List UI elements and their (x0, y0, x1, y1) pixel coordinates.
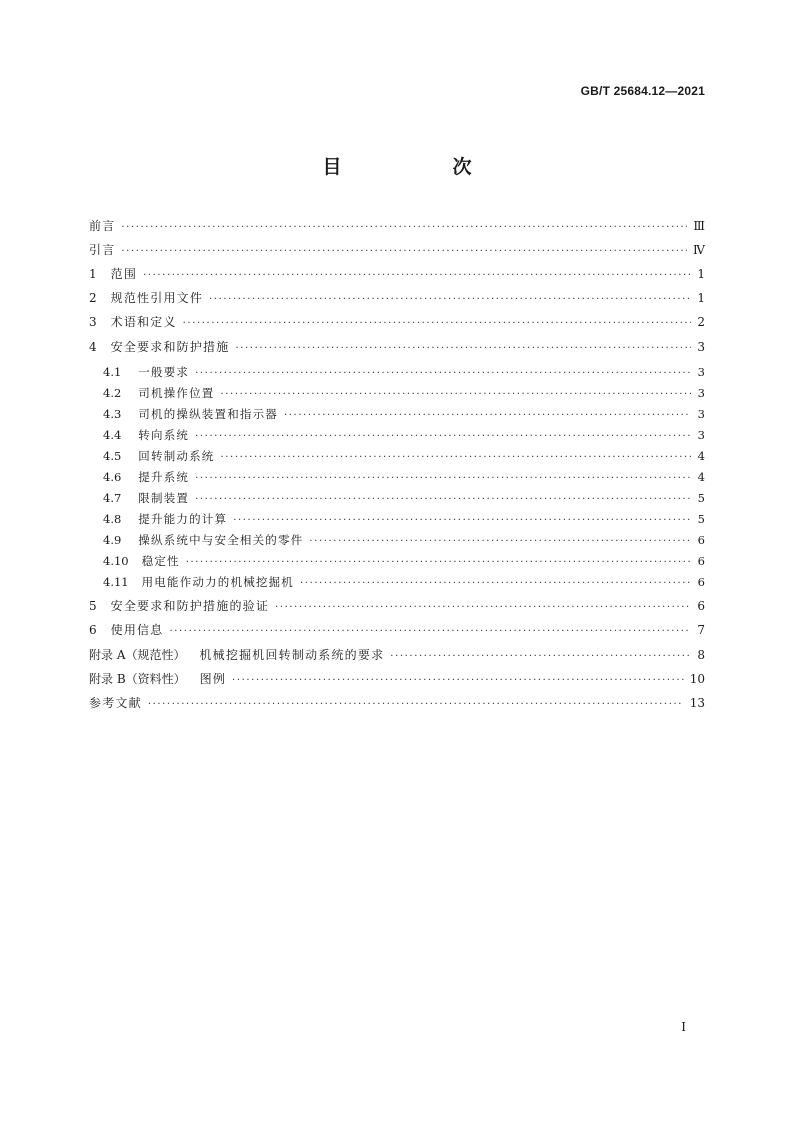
toc-leader-dots (148, 695, 684, 715)
toc-entry-page: 2 (697, 315, 705, 329)
toc-entry-page: 5 (697, 491, 705, 505)
toc-leader-dots (121, 218, 687, 238)
toc-leader-dots (183, 314, 691, 334)
toc-entry-number: 6 (89, 623, 97, 637)
toc-entry-number: 附录 A（规范性） (89, 648, 186, 662)
toc-entry-number: 4.2 (103, 386, 122, 400)
toc-entry[interactable] (89, 337, 705, 357)
toc-entry-page: 3 (697, 407, 705, 421)
toc-leader-dots (232, 671, 684, 691)
toc-entry-label: 提升系统 (138, 470, 190, 484)
toc-entry-label: 安全要求和防护措施 (110, 340, 230, 354)
toc-entry[interactable] (89, 264, 705, 284)
toc-entry-page: 3 (697, 365, 705, 379)
toc-entry-page: Ⅲ (693, 219, 705, 233)
toc-entry[interactable] (89, 446, 705, 466)
toc-entry-number: 4.4 (103, 428, 122, 442)
page-number: I (681, 1020, 686, 1034)
toc-entry-number: 4.1 (103, 365, 122, 379)
toc-leader-dots (221, 385, 692, 405)
toc-leader-dots (275, 598, 691, 618)
toc-entry[interactable] (89, 669, 705, 689)
toc-entry-page: 7 (697, 623, 705, 637)
toc-entry-page: 1 (697, 267, 705, 281)
toc-leader-dots (235, 339, 691, 359)
toc-entry-label: 操纵系统中与安全相关的零件 (138, 533, 304, 547)
toc-entry[interactable] (89, 551, 705, 571)
toc-leader-dots (143, 266, 691, 286)
toc-entry[interactable] (89, 572, 705, 592)
toc-entry-number: 4.5 (103, 449, 122, 463)
toc-entry-number: 4.6 (103, 470, 122, 484)
toc-entry-page: 3 (697, 386, 705, 400)
toc-entry-page: 6 (697, 599, 705, 613)
toc-entry-label: 回转制动系统 (138, 449, 215, 463)
toc-entry-page: 4 (697, 470, 705, 484)
toc-entry-label: 图例 (199, 672, 227, 686)
toc-leader-dots (309, 532, 691, 552)
toc-entry-page: 6 (697, 575, 705, 589)
toc-entry-page: 4 (697, 449, 705, 463)
toc-entry-label: 一般要求 (138, 365, 190, 379)
toc-entry-page: 6 (697, 533, 705, 547)
standard-code: GB/T 25684.12—2021 (580, 84, 705, 98)
toc-entry-number: 4.9 (103, 533, 122, 547)
toc-entry-page: 10 (689, 672, 705, 686)
toc-entry[interactable] (89, 288, 705, 308)
toc-entry-number: 4.11 (103, 575, 129, 589)
toc-entry[interactable] (89, 467, 705, 487)
toc-entry[interactable] (89, 383, 705, 403)
toc-entry-page: 13 (689, 696, 705, 710)
toc-entry-page: 3 (697, 340, 705, 354)
toc-entry-label: 稳定性 (141, 554, 180, 568)
toc-entry-page: 6 (697, 554, 705, 568)
toc-entry[interactable] (89, 216, 705, 236)
toc-entry[interactable] (89, 596, 705, 616)
toc-entry-number: 5 (89, 599, 97, 613)
toc-entry[interactable] (89, 488, 705, 508)
toc-entry[interactable] (89, 404, 705, 424)
toc-entry[interactable] (89, 240, 705, 260)
toc-entry[interactable] (89, 620, 705, 640)
toc-entry-label: 司机的操纵装置和指示器 (138, 407, 278, 421)
toc-entry[interactable] (89, 645, 705, 665)
toc-entry-label: 转向系统 (138, 428, 190, 442)
toc-entry-number: 附录 B（资料性） (89, 672, 186, 686)
toc-entry-number: 4 (89, 340, 97, 354)
toc-leader-dots (195, 490, 691, 510)
toc-entry-page: 8 (697, 648, 705, 662)
toc-leader-dots (186, 553, 691, 573)
toc-entry[interactable] (89, 425, 705, 445)
toc-leader-dots (221, 448, 692, 468)
toc-entry-label: 用电能作动力的机械挖掘机 (141, 575, 295, 589)
toc-entry-page: Ⅳ (693, 243, 705, 257)
toc-leader-dots (209, 290, 691, 310)
toc-leader-dots (195, 427, 691, 447)
toc-entry-label: 限制装置 (138, 491, 190, 505)
toc-entry[interactable] (89, 509, 705, 529)
toc-leader-dots (195, 469, 691, 489)
toc-entry-label: 术语和定义 (110, 315, 177, 329)
toc-entry-page: 3 (697, 428, 705, 442)
toc-leader-dots (169, 622, 691, 642)
toc-entry-number: 4.10 (103, 554, 129, 568)
toc-leader-dots (284, 406, 691, 426)
toc-entry-label: 安全要求和防护措施的验证 (110, 599, 270, 613)
toc-leader-dots (233, 511, 691, 531)
toc-leader-dots (390, 647, 691, 667)
toc-entry-number: 4.3 (103, 407, 122, 421)
toc-entry-label: 范围 (110, 267, 138, 281)
toc-entry-label: 前言 (89, 219, 116, 233)
toc-entry[interactable] (89, 530, 705, 550)
toc-entry[interactable] (89, 362, 705, 382)
toc-entry-page: 1 (697, 291, 705, 305)
toc-entry[interactable] (89, 312, 705, 332)
toc-entry-number: 2 (89, 291, 97, 305)
toc-entry-label: 使用信息 (110, 623, 164, 637)
toc-leader-dots (300, 574, 691, 594)
toc-entry[interactable] (89, 693, 705, 713)
toc-entry-page: 5 (697, 512, 705, 526)
toc-entry-label: 机械挖掘机回转制动系统的要求 (199, 648, 385, 662)
toc-entry-number: 4.8 (103, 512, 122, 526)
toc-entry-number: 3 (89, 315, 97, 329)
toc-entry-label: 提升能力的计算 (138, 512, 228, 526)
toc-leader-dots (121, 242, 687, 262)
toc-entry-label: 引言 (89, 243, 116, 257)
toc-entry-label: 参考文献 (89, 696, 142, 710)
toc-entry-number: 1 (89, 267, 97, 281)
page-title: 目 次 (322, 156, 518, 178)
toc-leader-dots (195, 364, 691, 384)
toc-entry-label: 司机操作位置 (138, 386, 215, 400)
toc-entry-number: 4.7 (103, 491, 122, 505)
toc-entry-label: 规范性引用文件 (110, 291, 204, 305)
